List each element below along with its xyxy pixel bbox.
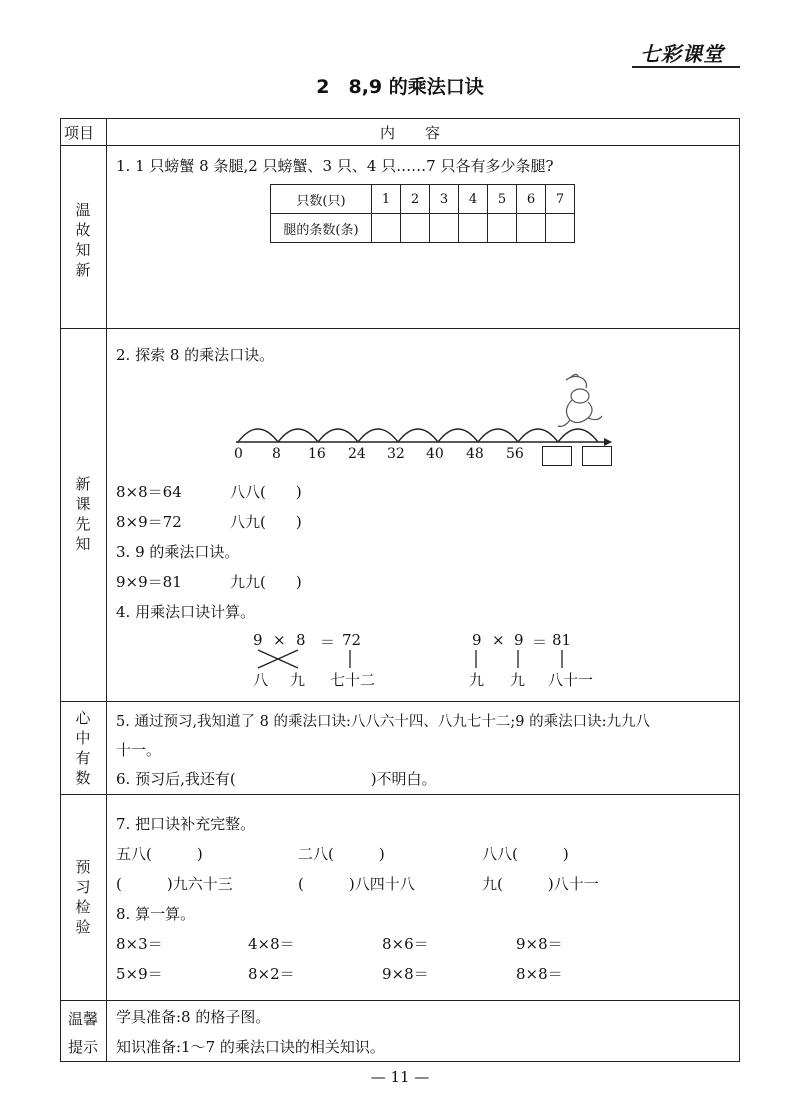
equation-8x9: 8×9＝72 xyxy=(116,513,182,531)
numberline-label: 40 xyxy=(426,446,444,462)
calc-exercise[interactable]: 9×8＝ xyxy=(382,965,429,983)
equation-9x9: 9×9＝81 xyxy=(116,573,182,591)
rhyme-blank-89[interactable]: 八九( ) xyxy=(230,513,302,531)
question-8: 8. 算一算。 xyxy=(116,905,196,923)
calc2-rhyme-b: 九 xyxy=(510,671,526,689)
row-divider xyxy=(60,1000,740,1001)
crab-count-header: 只数(只) xyxy=(271,185,372,214)
brand-logo: 七彩课堂 xyxy=(640,42,724,66)
leg-count-header: 腿的条数(条) xyxy=(271,214,372,243)
numberline-label: 16 xyxy=(308,446,326,462)
logo-underline xyxy=(632,66,740,68)
row-divider xyxy=(60,794,740,795)
column-divider xyxy=(106,118,107,1062)
calc-exercise[interactable]: 4×8＝ xyxy=(248,935,295,953)
question-1: 1. 1 只螃蟹 8 条腿,2 只螃蟹、3 只、4 只……7 只各有多少条腿? xyxy=(116,157,554,175)
question-5-line1: 5. 通过预习,我知道了 8 的乘法口诀:八八六十四、八九七十二;9 的乘法口诀:九九八 xyxy=(116,714,650,730)
numberline-label: 56 xyxy=(506,446,524,462)
numberline-label: 32 xyxy=(387,446,405,462)
numberline-label: 8 xyxy=(272,446,281,462)
crab-count-cell: 7 xyxy=(546,185,575,214)
numberline-label: 48 xyxy=(466,446,484,462)
calc1-result: 72 xyxy=(342,631,362,649)
crab-count-cell: 5 xyxy=(488,185,517,214)
calc-exercise[interactable]: 8×2＝ xyxy=(248,965,295,983)
header-item: 项目 xyxy=(64,124,95,142)
calc2-lines xyxy=(468,648,588,670)
rhyme-fill-blank[interactable]: 二八( ) xyxy=(298,845,385,863)
question-7: 7. 把口诀补充完整。 xyxy=(116,815,256,833)
crab-leg-table xyxy=(270,184,575,243)
leg-answer-cell[interactable] xyxy=(430,214,459,243)
question-6[interactable]: 6. 预习后,我还有( )不明白。 xyxy=(116,770,437,788)
calc1-cross-lines xyxy=(250,648,370,670)
leg-answer-cell[interactable] xyxy=(517,214,546,243)
numberline-label: 0 xyxy=(234,446,243,462)
calc2-factor-b: 9 xyxy=(514,631,524,649)
tip-knowledge: 知识准备:1～7 的乘法口诀的相关知识。 xyxy=(116,1038,385,1056)
leg-answer-cell[interactable] xyxy=(401,214,430,243)
calc1-rhyme-b: 九 xyxy=(290,671,306,689)
crab-count-cell: 2 xyxy=(401,185,430,214)
question-2: 2. 探索 8 的乘法口诀。 xyxy=(116,346,275,364)
section-label-check: 预习检验 xyxy=(75,858,91,936)
row-divider xyxy=(60,701,740,702)
calc-exercise[interactable]: 8×6＝ xyxy=(382,935,429,953)
crab-count-cell: 4 xyxy=(459,185,488,214)
section-label-new: 新课先知 xyxy=(75,475,91,553)
rabbit-illustration xyxy=(558,374,602,426)
section-label-mind: 心中有数 xyxy=(75,709,91,787)
calc1-rhyme-a: 八 xyxy=(253,671,269,689)
leg-answer-cell[interactable] xyxy=(488,214,517,243)
rhyme-fill-blank[interactable]: 五八( ) xyxy=(116,845,203,863)
rhyme-fill-blank[interactable]: 八八( ) xyxy=(482,845,569,863)
calc1-rhyme-result: 七十二 xyxy=(330,671,376,689)
rhyme-blank-99[interactable]: 九九( ) xyxy=(230,573,302,591)
rhyme-fill-blank[interactable]: 九( )八十一 xyxy=(482,875,599,893)
question-5-line2: 十一。 xyxy=(116,741,162,759)
row-divider xyxy=(60,145,740,146)
page-title: 2 8,9 的乘法口诀 xyxy=(316,76,484,98)
calc2-rhyme-a: 九 xyxy=(469,671,485,689)
calc1-factor-b: 8 xyxy=(296,631,306,649)
calc2-equals: ＝ xyxy=(532,633,548,651)
tip-tools: 学具准备:8 的格子图。 xyxy=(116,1008,271,1026)
calc1-factor-a: 9 xyxy=(253,631,263,649)
leg-answer-cell[interactable] xyxy=(372,214,401,243)
calc2-factor-a: 9 xyxy=(472,631,482,649)
calc-exercise[interactable]: 5×9＝ xyxy=(116,965,163,983)
answer-box-72[interactable] xyxy=(582,446,612,466)
rhyme-fill-blank[interactable]: ( )九六十三 xyxy=(116,875,233,893)
crab-count-cell: 3 xyxy=(430,185,459,214)
equation-8x8: 8×8＝64 xyxy=(116,483,182,501)
rhyme-fill-blank[interactable]: ( )八四十八 xyxy=(298,875,415,893)
section-label-review: 温故知新 xyxy=(75,201,91,279)
leg-answer-cell[interactable] xyxy=(546,214,575,243)
calc-exercise[interactable]: 8×8＝ xyxy=(516,965,563,983)
calc1-operator: × xyxy=(273,631,286,649)
page-number: — 11 — xyxy=(370,1068,430,1086)
calc-exercise[interactable]: 8×3＝ xyxy=(116,935,163,953)
question-3: 3. 9 的乘法口诀。 xyxy=(116,543,240,561)
numberline-label: 24 xyxy=(348,446,366,462)
row-divider xyxy=(60,328,740,329)
leg-answer-cell[interactable] xyxy=(459,214,488,243)
question-4: 4. 用乘法口诀计算。 xyxy=(116,603,256,621)
crab-count-cell: 6 xyxy=(517,185,546,214)
calc2-result: 81 xyxy=(552,631,572,649)
calc1-equals: ＝ xyxy=(320,633,336,651)
calc-exercise[interactable]: 9×8＝ xyxy=(516,935,563,953)
section-label-tips: 温馨提示 xyxy=(67,1010,98,1056)
crab-count-cell: 1 xyxy=(372,185,401,214)
calc2-operator: × xyxy=(492,631,505,649)
calc2-rhyme-result: 八十一 xyxy=(548,671,594,689)
header-content: 内 容 xyxy=(380,124,441,142)
answer-box-64[interactable] xyxy=(542,446,572,466)
rhyme-blank-88[interactable]: 八八( ) xyxy=(230,483,302,501)
